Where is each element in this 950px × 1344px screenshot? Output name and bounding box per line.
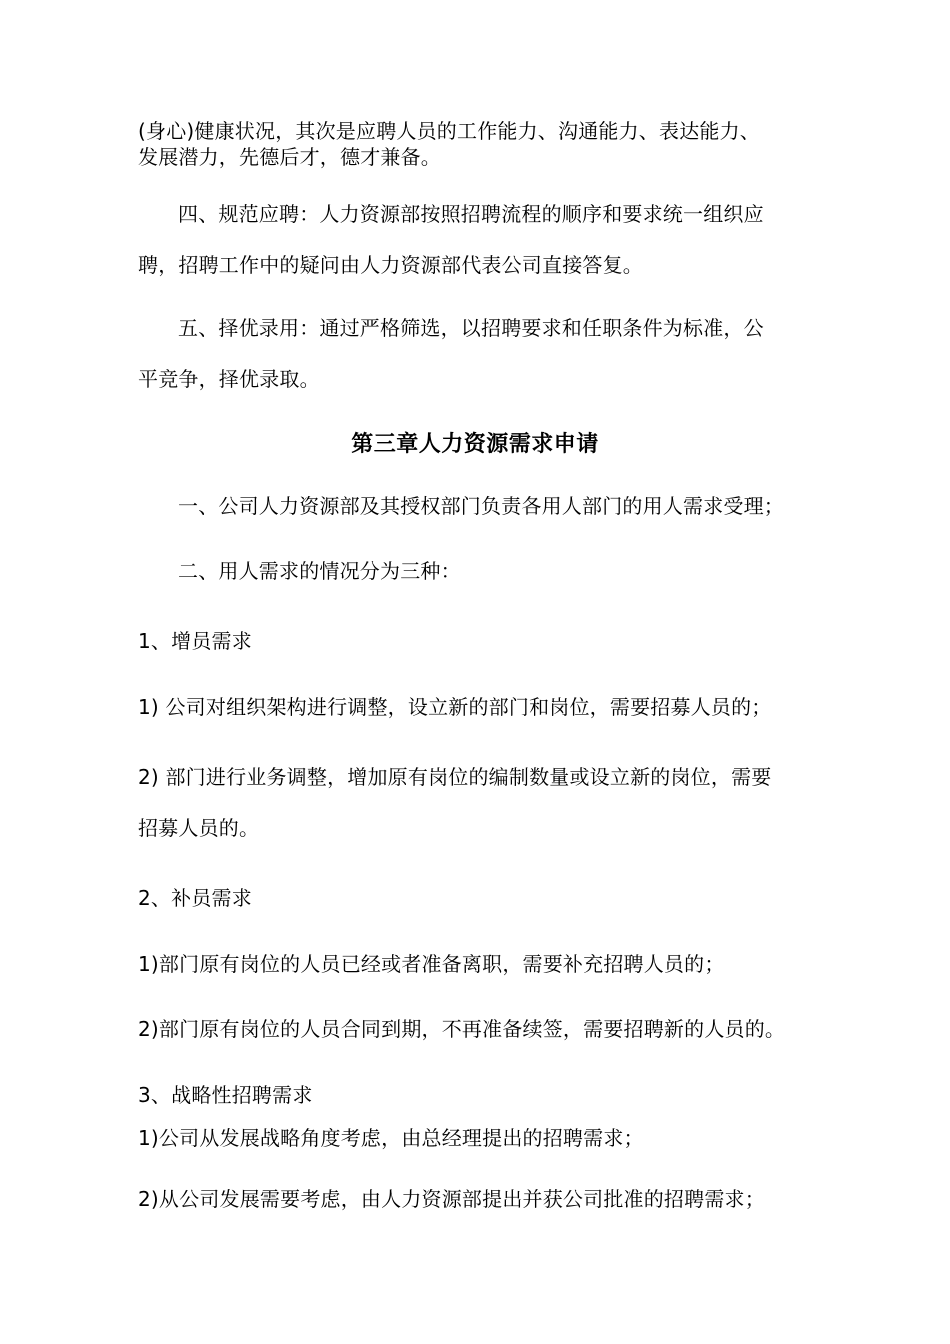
- paragraph-line-regulate-1: 四、规范应聘：人力资源部按照招聘流程的顺序和要求统一组织应: [178, 202, 764, 226]
- paragraph-line-health: (身心)健康状况，其次是应聘人员的工作能力、沟通能力、表达能力、: [138, 119, 761, 143]
- list-item-replace-2: 2)部门原有岗位的人员合同到期，不再准备续签，需要招聘新的人员的。: [138, 1017, 786, 1041]
- section-heading-replace: 2、补员需求: [138, 886, 252, 910]
- section-heading-strategic: 3、战略性招聘需求: [138, 1083, 313, 1107]
- list-item-increase-2b: 招募人员的。: [138, 816, 260, 840]
- chapter-title: 第三章人力资源需求申请: [351, 432, 599, 457]
- paragraph-line-select-2: 平竞争，择优录取。: [138, 367, 320, 391]
- paragraph-line-demand-types: 二、用人需求的情况分为三种：: [178, 559, 461, 583]
- paragraph-line-potential: 发展潜力，先德后才，德才兼备。: [138, 145, 441, 169]
- paragraph-line-regulate-2: 聘，招聘工作中的疑问由人力资源部代表公司直接答复。: [138, 253, 643, 277]
- paragraph-line-dept-responsibility: 一、公司人力资源部及其授权部门负责各用人部门的用人需求受理；: [178, 494, 784, 518]
- list-item-replace-1: 1)部门原有岗位的人员已经或者准备离职，需要补充招聘人员的；: [138, 952, 725, 976]
- list-item-increase-2a: 2) 部门进行业务调整，增加原有岗位的编制数量或设立新的岗位，需要: [138, 765, 772, 789]
- paragraph-line-select-1: 五、择优录用：通过严格筛选，以招聘要求和任职条件为标准，公: [178, 316, 764, 340]
- section-heading-increase: 1、增员需求: [138, 629, 252, 653]
- list-item-strategic-1: 1)公司从发展战略角度考虑，由总经理提出的招聘需求；: [138, 1126, 644, 1150]
- list-item-increase-1: 1) 公司对组织架构进行调整，设立新的部门和岗位，需要招募人员的；: [138, 695, 772, 719]
- list-item-strategic-2: 2)从公司发展需要考虑，由人力资源部提出并获公司批准的招聘需求；: [138, 1187, 765, 1211]
